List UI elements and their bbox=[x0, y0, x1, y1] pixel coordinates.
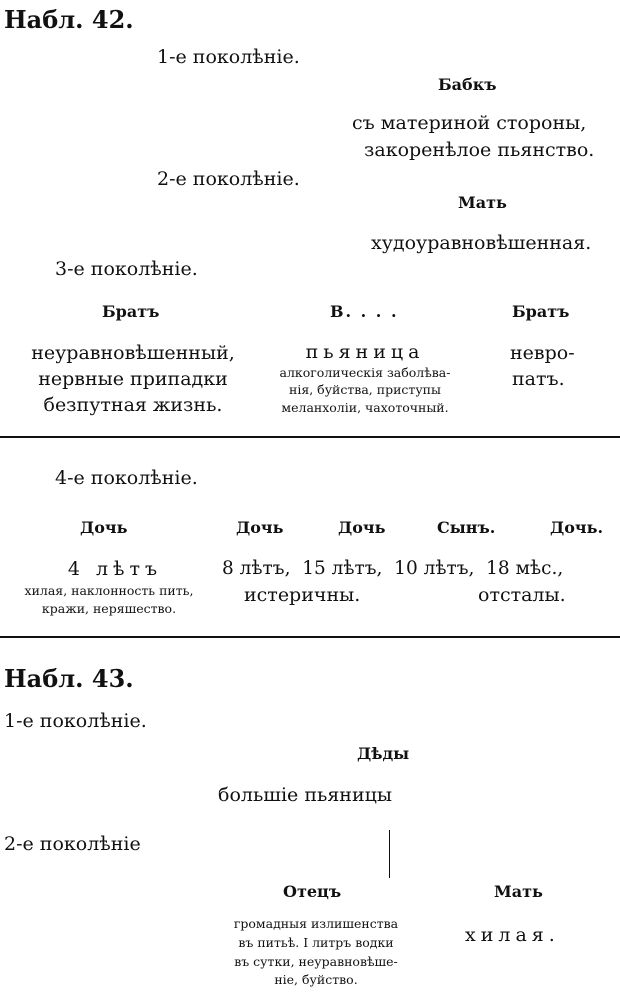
obs42-subject-desc-main: пьяница bbox=[305, 341, 425, 363]
obs43-father-desc1: громадныя излишенства bbox=[233, 916, 399, 931]
divider-rule bbox=[0, 436, 620, 438]
obs42-gen3: 3-е поколѣніе. bbox=[55, 258, 198, 280]
obs42-brother2-label: Братъ bbox=[512, 302, 570, 321]
obs42-gen1: 1-е поколѣніе. bbox=[157, 46, 300, 68]
obs43-father-desc3: въ сутки, неуравновѣше- bbox=[234, 954, 398, 969]
obs43-title: Набл. 43. bbox=[4, 664, 134, 693]
obs42-daughter1-age: 4 лѣтъ bbox=[67, 558, 163, 580]
obs42-title: Набл. 42. bbox=[4, 5, 134, 34]
obs42-children-desc-a: истеричны. bbox=[244, 584, 361, 606]
obs42-daughter1-desc2: кражи, неряшество. bbox=[41, 601, 177, 616]
obs42-child-label-4: Дочь. bbox=[550, 518, 604, 537]
obs42-subject-desc2: нія, буйства, приступы bbox=[289, 382, 441, 397]
obs42-brother1-desc1: неуравновѣшенный, bbox=[31, 342, 235, 364]
obs42-grandmother-desc2: закоренѣлое пьянство. bbox=[364, 139, 595, 161]
obs42-subject-desc1: алкоголическія заболѣва- bbox=[279, 365, 451, 380]
obs42-brother1-desc3: безпутная жизнь. bbox=[43, 394, 223, 416]
lineage-line bbox=[389, 830, 390, 878]
section-rule bbox=[0, 636, 620, 638]
obs42-mother-label: Мать bbox=[458, 193, 507, 212]
obs42-subject-label: В. . . . bbox=[330, 302, 399, 321]
obs42-child-label-2: Дочь bbox=[338, 518, 386, 537]
obs43-mother-label: Мать bbox=[494, 882, 543, 901]
obs43-gen1: 1-е поколѣніе. bbox=[4, 710, 147, 732]
obs42-brother1-label: Братъ bbox=[102, 302, 160, 321]
obs42-mother-desc: худоуравновѣшенная. bbox=[371, 232, 592, 254]
obs43-grandfathers-desc: большіе пьяницы bbox=[218, 784, 392, 806]
obs42-brother2-desc2: патъ. bbox=[512, 368, 565, 390]
obs42-grandmother-desc1: съ материной стороны, bbox=[352, 112, 587, 134]
obs42-daughter1-label: Дочь bbox=[80, 518, 128, 537]
obs43-grandfathers-label: Дѣды bbox=[357, 744, 410, 763]
obs43-father-desc2: въ питьѣ. I литръ водки bbox=[238, 935, 394, 950]
obs42-brother2-desc1: невро- bbox=[510, 342, 575, 364]
obs42-children-desc-b: отсталы. bbox=[478, 584, 566, 606]
obs42-gen2: 2-е поколѣніе. bbox=[157, 168, 300, 190]
obs42-gen4: 4-е поколѣніе. bbox=[55, 467, 198, 489]
obs43-gen2: 2-е поколѣніе bbox=[4, 833, 141, 855]
obs43-mother-desc: хилая. bbox=[465, 924, 560, 946]
obs42-daughter1-desc1: хилая, наклонность пить, bbox=[24, 583, 194, 598]
obs42-brother1-desc2: нервные припадки bbox=[38, 368, 228, 390]
obs42-children-ages: 8 лѣтъ, 15 лѣтъ, 10 лѣтъ, 18 мѣс., bbox=[222, 558, 564, 579]
obs42-child-label-1: Дочь bbox=[236, 518, 284, 537]
obs42-child-label-3: Сынъ. bbox=[437, 518, 496, 537]
obs42-subject-desc3: меланхоліи, чахоточный. bbox=[281, 400, 449, 415]
obs43-father-label: Отецъ bbox=[283, 882, 342, 901]
obs43-father-desc4: ніе, буйство. bbox=[274, 972, 358, 987]
obs42-grandmother-label: Бабкъ bbox=[438, 75, 497, 94]
